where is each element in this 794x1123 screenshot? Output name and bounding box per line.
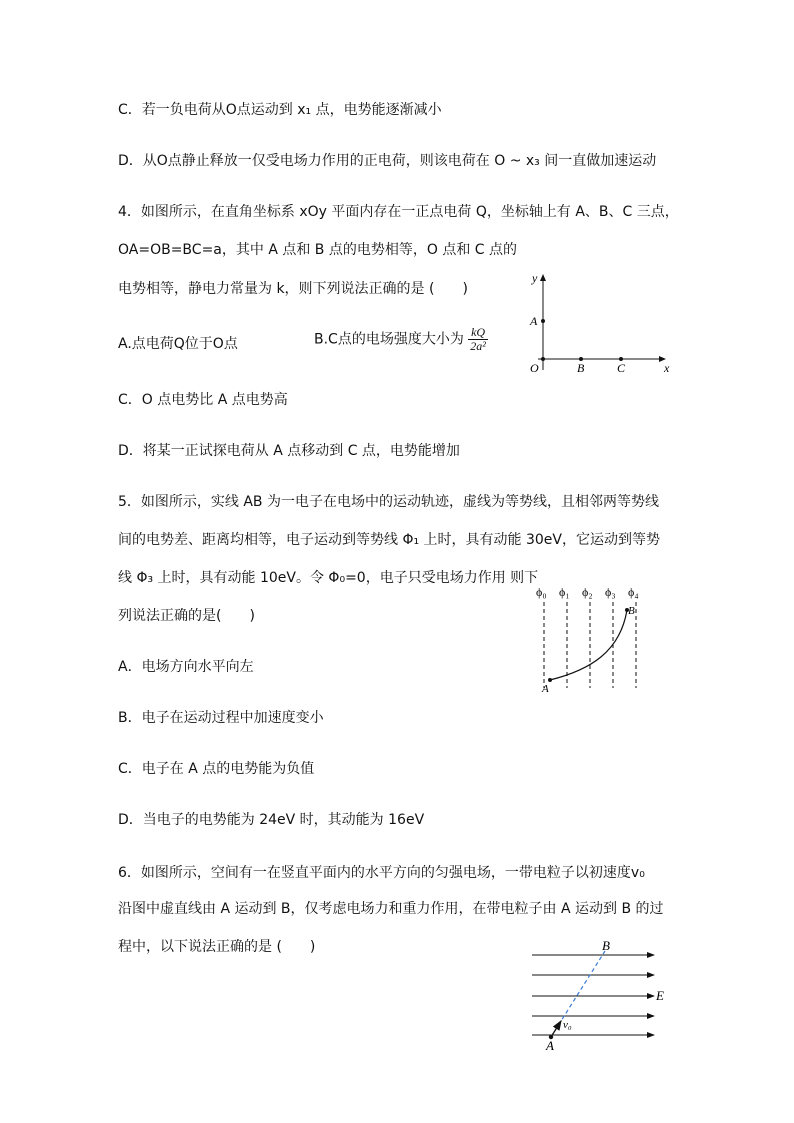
label-y: y — [532, 271, 538, 285]
label-a: A — [542, 683, 549, 692]
q5-equipotential-figure — [530, 582, 660, 692]
q4-coordinate-figure — [524, 270, 674, 380]
label-phi4: ϕ₄ — [628, 585, 639, 599]
point-o — [541, 357, 545, 361]
fraction-numerator: kQ — [468, 326, 488, 340]
q4-option-b-fraction — [468, 326, 488, 353]
q5-option-c: C．电子在 A 点的电势能为负值 — [118, 761, 315, 777]
label-o: O — [530, 361, 539, 375]
q4-option-c: C．O 点电势比 A 点电势高 — [118, 392, 288, 408]
label-b: B — [577, 361, 585, 375]
label-b: B — [602, 938, 610, 953]
q6-stem-line2: 沿图中虚直线由 A 运动到 B，仅考虑电场力和重力作用，在带电粒子由 A 运动到 B 的过 — [118, 901, 664, 917]
label-e: E — [656, 988, 664, 1003]
label-a: A — [530, 314, 538, 328]
q4-option-b — [314, 326, 488, 353]
q5-stem-line1: 5．如图所示，实线 AB 为一电子在电场中的运动轨迹，虚线为等势线，且相邻两等势线 — [118, 494, 659, 510]
q5-option-b: B．电子在运动过程中加速度变小 — [118, 710, 324, 726]
q4-stem-line3: 电势相等，静电力常量为 k，则下列说法正确的是 ( ) — [118, 281, 468, 297]
trajectory-curve — [550, 610, 627, 680]
label-c: C — [617, 361, 626, 375]
q6-stem-line3: 程中，以下说法正确的是 ( ) — [118, 939, 316, 955]
q4-option-b-text: B.C点的电场强度大小为 — [314, 331, 464, 348]
q5-stem-line4: 列说法正确的是( ) — [118, 608, 255, 624]
fraction-denominator: 2a² — [470, 339, 486, 353]
q6-field-figure — [528, 938, 678, 1053]
point-a — [548, 678, 552, 682]
q5-option-d: D．当电子的电势能为 24eV 时，其动能为 16eV — [118, 812, 425, 828]
point-a — [541, 319, 545, 323]
q4-option-a: A.点电荷Q位于O点 — [118, 336, 238, 352]
label-phi3: ϕ₃ — [605, 585, 616, 599]
q4-option-d: D．将某一正试探电荷从 A 点移动到 C 点，电势能增加 — [118, 443, 460, 459]
q3-option-c: C．若一负电荷从O点运动到 x₁ 点，电势能逐渐减小 — [118, 102, 442, 118]
label-phi1: ϕ₁ — [559, 585, 570, 599]
label-phi2: ϕ₂ — [582, 585, 593, 599]
label-a: A — [546, 1038, 554, 1053]
q5-stem-line3: 线 Φ₃ 上时，具有动能 10eV。令 Φ₀=0，电子只受电场力作用 则下 — [118, 570, 539, 586]
q5-stem-line2: 间的电势差、距离均相等，电子运动到等势线 Φ₁ 上时，具有动能 30eV，它运动到等势 — [118, 532, 660, 548]
q4-stem-line2: OA=OB=BC=a，其中 A 点和 B 点的电势相等，O 点和 C 点的 — [118, 242, 518, 258]
label-b: B — [628, 605, 635, 617]
label-v0: v₀ — [563, 1019, 572, 1031]
label-x: x — [664, 361, 670, 375]
q4-stem-line1: 4．如图所示，在直角坐标系 xOy 平面内存在一正点电荷 Q，坐标轴上有 A、B、C 三点， — [118, 204, 679, 220]
label-phi0: ϕ₀ — [536, 585, 547, 599]
q6-stem-line1: 6．如图所示，空间有一在竖直平面内的水平方向的匀强电场，一带电粒子以初速度v₀ — [118, 865, 645, 881]
q3-option-d: D．从O点静止释放一仅受电场力作用的正电荷，则该电荷在 O ~ x₃ 间一直做加速运动 — [118, 153, 657, 169]
q5-option-a: A．电场方向水平向左 — [118, 659, 254, 675]
y-axis-arrow — [540, 274, 546, 281]
